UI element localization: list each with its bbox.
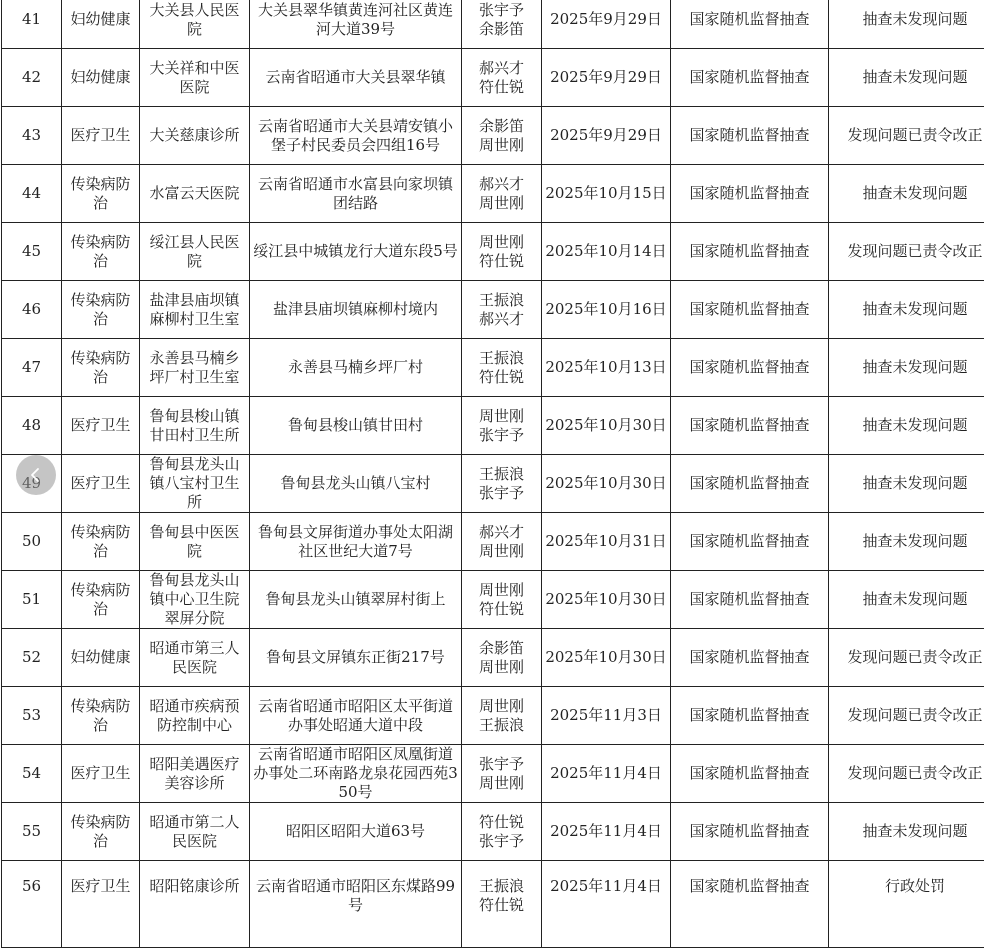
cell-date: 2025年11月4日 <box>542 861 671 948</box>
cell-category: 医疗卫生 <box>62 397 140 455</box>
cell-category: 医疗卫生 <box>62 861 140 948</box>
cell-result: 抽查未发现问题 <box>829 571 984 629</box>
cell-number: 46 <box>2 281 62 339</box>
cell-result: 抽查未发现问题 <box>829 165 984 223</box>
inspector-name: 符仕锐 <box>465 78 538 97</box>
cell-date: 2025年10月14日 <box>542 223 671 281</box>
cell-category: 妇幼健康 <box>62 0 140 49</box>
cell-unit-name: 大关慈康诊所 <box>140 107 250 165</box>
cell-address: 云南省昭通市昭阳区太平街道办事处昭通大道中段 <box>250 687 462 745</box>
cell-address: 云南省昭通市昭阳区东煤路99号 <box>250 861 462 948</box>
cell-number: 51 <box>2 571 62 629</box>
cell-address: 绥江县中城镇龙行大道东段5号 <box>250 223 462 281</box>
cell-category: 传染病防治 <box>62 803 140 861</box>
table-row <box>2 281 984 339</box>
cell-address: 鲁甸县龙头山镇翠屏村街上 <box>250 571 462 629</box>
cell-category: 妇幼健康 <box>62 49 140 107</box>
cell-address: 鲁甸县文屏街道办事处太阳湖社区世纪大道7号 <box>250 513 462 571</box>
inspector-name: 符仕锐 <box>465 813 538 832</box>
cell-address: 永善县马楠乡坪厂村 <box>250 339 462 397</box>
inspector-name: 郝兴才 <box>465 59 538 78</box>
cell-address: 昭阳区昭阳大道63号 <box>250 803 462 861</box>
cell-method: 国家随机监督抽查 <box>671 455 829 513</box>
inspector-name: 符仕锐 <box>465 896 538 915</box>
cell-method: 国家随机监督抽查 <box>671 107 829 165</box>
table-row <box>2 571 984 629</box>
cell-unit-name: 水富云天医院 <box>140 165 250 223</box>
cell-inspectors <box>462 165 542 223</box>
inspector-name: 周世刚 <box>465 233 538 252</box>
cell-result: 发现问题已责令改正 <box>829 107 984 165</box>
cell-number: 43 <box>2 107 62 165</box>
table-row <box>2 687 984 745</box>
inspector-name: 王振浪 <box>465 465 538 484</box>
cell-date: 2025年10月16日 <box>542 281 671 339</box>
cell-unit-name: 永善县马楠乡坪厂村卫生室 <box>140 339 250 397</box>
table-row <box>2 49 984 107</box>
cell-category: 医疗卫生 <box>62 745 140 803</box>
cell-number: 54 <box>2 745 62 803</box>
cell-number: 41 <box>2 0 62 49</box>
inspector-name: 周世刚 <box>465 774 538 793</box>
inspector-name: 周世刚 <box>465 658 538 677</box>
cell-date: 2025年9月29日 <box>542 0 671 49</box>
cell-inspectors <box>462 803 542 861</box>
cell-result: 抽查未发现问题 <box>829 339 984 397</box>
cell-unit-name: 昭阳铭康诊所 <box>140 861 250 948</box>
cell-date: 2025年10月30日 <box>542 629 671 687</box>
cell-number: 50 <box>2 513 62 571</box>
cell-method: 国家随机监督抽查 <box>671 165 829 223</box>
cell-date: 2025年9月29日 <box>542 107 671 165</box>
cell-result: 抽查未发现问题 <box>829 0 984 49</box>
inspection-results-table <box>1 0 984 948</box>
cell-address: 鲁甸县龙头山镇八宝村 <box>250 455 462 513</box>
cell-category: 传染病防治 <box>62 223 140 281</box>
cell-inspectors <box>462 513 542 571</box>
cell-result: 抽查未发现问题 <box>829 49 984 107</box>
cell-result: 发现问题已责令改正 <box>829 745 984 803</box>
cell-unit-name: 大关祥和中医医院 <box>140 49 250 107</box>
cell-method: 国家随机监督抽查 <box>671 629 829 687</box>
cell-address: 云南省昭通市大关县翠华镇 <box>250 49 462 107</box>
cell-inspectors <box>462 397 542 455</box>
cell-inspectors <box>462 49 542 107</box>
inspector-name: 周世刚 <box>465 407 538 426</box>
cell-category: 传染病防治 <box>62 281 140 339</box>
cell-inspectors <box>462 339 542 397</box>
inspector-name: 郝兴才 <box>465 175 538 194</box>
inspector-name: 张宇予 <box>465 426 538 445</box>
cell-unit-name: 昭通市第二人民医院 <box>140 803 250 861</box>
cell-address: 鲁甸县梭山镇甘田村 <box>250 397 462 455</box>
cell-method: 国家随机监督抽查 <box>671 49 829 107</box>
inspector-name: 余影笛 <box>465 639 538 658</box>
cell-method: 国家随机监督抽查 <box>671 339 829 397</box>
cell-unit-name: 昭通市疾病预防控制中心 <box>140 687 250 745</box>
table-row <box>2 745 984 803</box>
cell-category: 医疗卫生 <box>62 107 140 165</box>
cell-number: 47 <box>2 339 62 397</box>
inspector-name: 张宇予 <box>465 755 538 774</box>
inspector-name: 张宇予 <box>465 484 538 503</box>
back-button[interactable] <box>16 455 56 495</box>
cell-date: 2025年10月13日 <box>542 339 671 397</box>
cell-method: 国家随机监督抽查 <box>671 397 829 455</box>
cell-address: 云南省昭通市昭阳区凤凰街道办事处二环南路龙泉花园西苑350号 <box>250 745 462 803</box>
inspector-name: 王振浪 <box>465 877 538 896</box>
cell-number: 44 <box>2 165 62 223</box>
cell-inspectors <box>462 629 542 687</box>
cell-date: 2025年11月3日 <box>542 687 671 745</box>
inspector-name: 郝兴才 <box>465 523 538 542</box>
cell-address: 云南省昭通市水富县向家坝镇团结路 <box>250 165 462 223</box>
inspector-name: 周世刚 <box>465 542 538 561</box>
cell-date: 2025年10月15日 <box>542 165 671 223</box>
inspector-name: 王振浪 <box>465 716 538 735</box>
inspector-name: 王振浪 <box>465 291 538 310</box>
cell-address: 鲁甸县文屏镇东正街217号 <box>250 629 462 687</box>
cell-category: 传染病防治 <box>62 687 140 745</box>
inspector-name: 符仕锐 <box>465 252 538 271</box>
inspector-name: 周世刚 <box>465 194 538 213</box>
cell-method: 国家随机监督抽查 <box>671 803 829 861</box>
cell-address: 云南省昭通市大关县靖安镇小堡子村民委员会四组16号 <box>250 107 462 165</box>
cell-inspectors <box>462 455 542 513</box>
cell-inspectors <box>462 107 542 165</box>
cell-date: 2025年11月4日 <box>542 745 671 803</box>
cell-date: 2025年10月30日 <box>542 455 671 513</box>
inspector-name: 张宇予 <box>465 1 538 20</box>
cell-unit-name: 昭通市第三人民医院 <box>140 629 250 687</box>
cell-number: 48 <box>2 397 62 455</box>
inspector-name: 符仕锐 <box>465 600 538 619</box>
table-row <box>2 223 984 281</box>
cell-inspectors <box>462 687 542 745</box>
cell-inspectors <box>462 745 542 803</box>
table-body <box>2 0 984 948</box>
cell-unit-name: 昭阳美遇医疗美容诊所 <box>140 745 250 803</box>
table-row <box>2 107 984 165</box>
table-row <box>2 629 984 687</box>
inspector-name: 符仕锐 <box>465 368 538 387</box>
inspector-name: 周世刚 <box>465 136 538 155</box>
cell-unit-name: 鲁甸县梭山镇甘田村卫生所 <box>140 397 250 455</box>
cell-method: 国家随机监督抽查 <box>671 0 829 49</box>
inspector-name: 余影笛 <box>465 117 538 136</box>
cell-method: 国家随机监督抽查 <box>671 223 829 281</box>
cell-method: 国家随机监督抽查 <box>671 571 829 629</box>
inspector-name: 周世刚 <box>465 581 538 600</box>
cell-inspectors <box>462 223 542 281</box>
cell-method: 国家随机监督抽查 <box>671 281 829 339</box>
cell-date: 2025年11月4日 <box>542 803 671 861</box>
table-row <box>2 0 984 49</box>
cell-category: 传染病防治 <box>62 165 140 223</box>
table-row <box>2 803 984 861</box>
cell-inspectors <box>462 861 542 948</box>
table-row <box>2 339 984 397</box>
chevron-left-icon <box>27 466 45 484</box>
cell-result: 发现问题已责令改正 <box>829 223 984 281</box>
inspector-name: 张宇予 <box>465 832 538 851</box>
cell-category: 医疗卫生 <box>62 455 140 513</box>
cell-number: 56 <box>2 861 62 948</box>
cell-address: 盐津县庙坝镇麻柳村境内 <box>250 281 462 339</box>
table-row <box>2 165 984 223</box>
cell-result: 抽查未发现问题 <box>829 513 984 571</box>
cell-result: 抽查未发现问题 <box>829 397 984 455</box>
inspector-name: 余影笛 <box>465 20 538 39</box>
cell-category: 传染病防治 <box>62 339 140 397</box>
cell-result: 抽查未发现问题 <box>829 281 984 339</box>
table-row <box>2 861 984 948</box>
inspector-name: 郝兴才 <box>465 310 538 329</box>
cell-result: 抽查未发现问题 <box>829 803 984 861</box>
inspector-name: 王振浪 <box>465 349 538 368</box>
cell-date: 2025年10月30日 <box>542 571 671 629</box>
cell-method: 国家随机监督抽查 <box>671 513 829 571</box>
cell-method: 国家随机监督抽查 <box>671 745 829 803</box>
cell-method: 国家随机监督抽查 <box>671 861 829 948</box>
cell-result: 行政处罚 <box>829 861 984 948</box>
cell-number: 45 <box>2 223 62 281</box>
cell-date: 2025年10月30日 <box>542 397 671 455</box>
cell-unit-name: 绥江县人民医院 <box>140 223 250 281</box>
table-row <box>2 455 984 513</box>
cell-unit-name: 鲁甸县龙头山镇八宝村卫生所 <box>140 455 250 513</box>
cell-unit-name: 鲁甸县龙头山镇中心卫生院翠屏分院 <box>140 571 250 629</box>
cell-inspectors <box>462 571 542 629</box>
cell-inspectors <box>462 281 542 339</box>
cell-category: 妇幼健康 <box>62 629 140 687</box>
cell-date: 2025年9月29日 <box>542 49 671 107</box>
table-row <box>2 397 984 455</box>
cell-number: 42 <box>2 49 62 107</box>
cell-date: 2025年10月31日 <box>542 513 671 571</box>
cell-number: 52 <box>2 629 62 687</box>
cell-category: 传染病防治 <box>62 571 140 629</box>
cell-unit-name: 鲁甸县中医医院 <box>140 513 250 571</box>
cell-number: 55 <box>2 803 62 861</box>
inspector-name: 周世刚 <box>465 697 538 716</box>
cell-result: 发现问题已责令改正 <box>829 629 984 687</box>
cell-address: 大关县翠华镇黄连河社区黄连河大道39号 <box>250 0 462 49</box>
cell-result: 发现问题已责令改正 <box>829 687 984 745</box>
cell-inspectors <box>462 0 542 49</box>
cell-category: 传染病防治 <box>62 513 140 571</box>
cell-unit-name: 大关县人民医院 <box>140 0 250 49</box>
cell-result: 抽查未发现问题 <box>829 455 984 513</box>
cell-unit-name: 盐津县庙坝镇麻柳村卫生室 <box>140 281 250 339</box>
table-row <box>2 513 984 571</box>
cell-number: 53 <box>2 687 62 745</box>
cell-method: 国家随机监督抽查 <box>671 687 829 745</box>
